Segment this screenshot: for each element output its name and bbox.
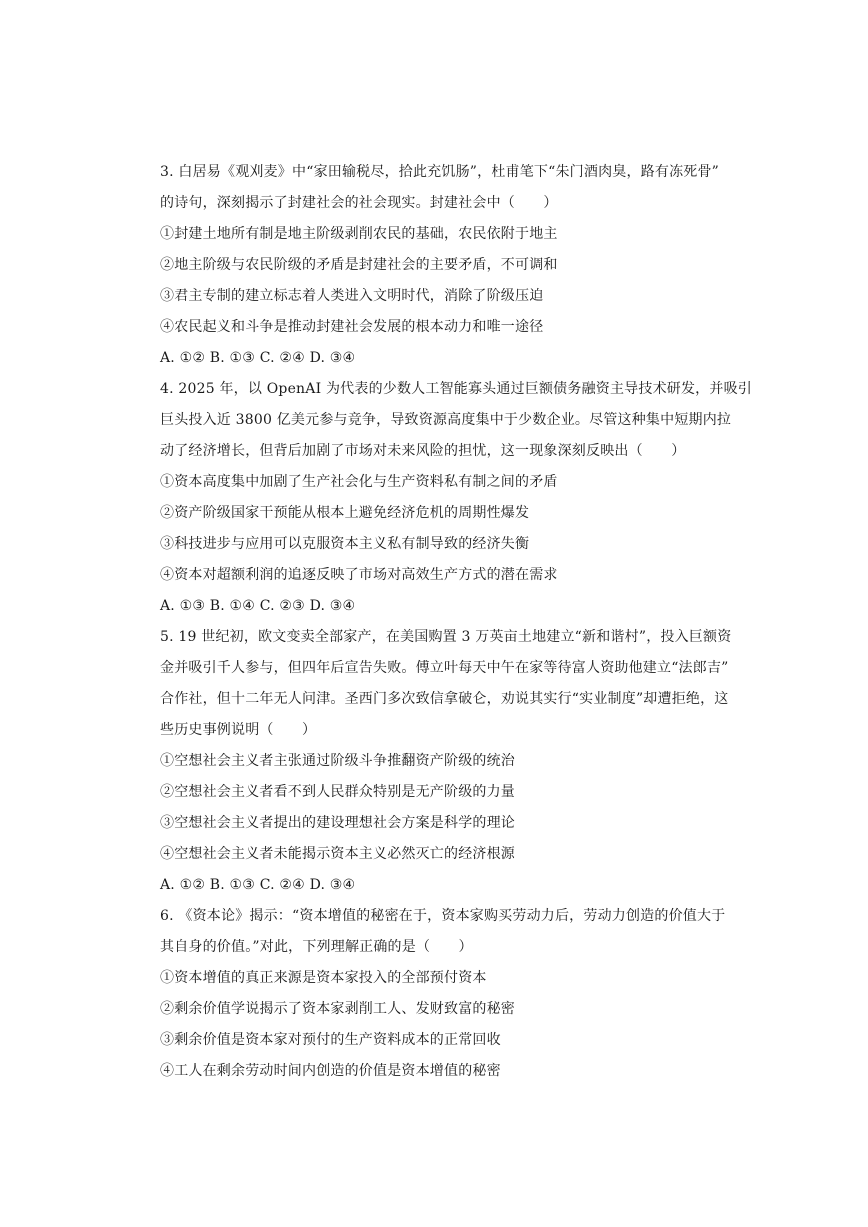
statement-option: ②地主阶级与农民阶级的矛盾是封建社会的主要矛盾，不可调和: [160, 257, 558, 273]
question-stem-line: 6. 《资本论》揭示：“资本增值的秘密在于，资本家购买劳动力后，劳动力创造的价值大于: [160, 908, 726, 924]
question-stem-line: 巨头投入近 3800 亿美元参与竞争，导致资源高度集中于少数企业。尽管这种集中短期内拉: [160, 412, 732, 428]
statement-option: ④空想社会主义者未能揭示资本主义必然灭亡的经济根源: [160, 846, 515, 862]
question-stem-line: 的诗句，深刻揭示了封建社会的社会现实。封建社会中（ ）: [160, 195, 558, 211]
statement-option: ③君主专制的建立标志着人类进入文明时代，消除了阶级压迫: [160, 288, 544, 304]
question-stem-line: 金并吸引千人参与，但四年后宣告失败。傅立叶每天中午在家等待富人资助他建立“法郎吉”: [160, 660, 729, 676]
statement-option: ④农民起义和斗争是推动封建社会发展的根本动力和唯一途径: [160, 319, 544, 335]
question-6: [160, 901, 726, 1087]
statement-option: ①资本高度集中加剧了生产社会化与生产资料私有制之间的矛盾: [160, 474, 558, 490]
question-list: [160, 157, 752, 1087]
statement-option: ①空想社会主义者主张通过阶级斗争推翻资产阶级的统治: [160, 753, 515, 769]
statement-option: ②空想社会主义者看不到人民群众特别是无产阶级的力量: [160, 784, 515, 800]
question-3: [160, 157, 720, 374]
statement-option: ②资产阶级国家干预能从根本上避免经济危机的周期性爆发: [160, 505, 530, 521]
question-stem-line: 其自身的价值。”对此，下列理解正确的是（ ）: [160, 939, 473, 955]
statement-option: ③科技进步与应用可以克服资本主义私有制导致的经济失衡: [160, 536, 530, 552]
question-stem-line: 动了经济增长，但背后加剧了市场对未来风险的担忧，这一现象深刻反映出（ ）: [160, 443, 686, 459]
statement-option: ①资本增值的真正来源是资本家投入的全部预付资本: [160, 970, 487, 986]
question-stem-line: 4. 2025 年，以 OpenAI 为代表的少数人工智能寡头通过巨额债务融资主导技术研发，并吸引: [160, 381, 752, 397]
question-4: [160, 374, 752, 622]
answer-choices: A. ①② B. ①③ C. ②④ D. ③④: [160, 877, 356, 893]
question-stem-line: 些历史事例说明（ ）: [160, 722, 317, 738]
question-stem-line: 5. 19 世纪初，欧文变卖全部家产，在美国购置 3 万英亩土地建立“新和谐村”，投入巨额资: [160, 629, 732, 645]
answer-choices: A. ①② B. ①③ C. ②④ D. ③④: [160, 350, 356, 366]
statement-option: ③空想社会主义者提出的建设理想社会方案是科学的理论: [160, 815, 515, 831]
statement-option: ④资本对超额利润的追逐反映了市场对高效生产方式的潜在需求: [160, 567, 558, 583]
statement-option: ①封建土地所有制是地主阶级剥削农民的基础，农民依附于地主: [160, 226, 558, 242]
question-stem-line: 合作社，但十二年无人问津。圣西门多次致信拿破仑，劝说其实行“实业制度”却遭拒绝，这: [160, 691, 729, 707]
question-5: [160, 622, 732, 901]
statement-option: ④工人在剩余劳动时间内创造的价值是资本增值的秘密: [160, 1063, 501, 1079]
statement-option: ③剩余价值是资本家对预付的生产资料成本的正常回收: [160, 1032, 501, 1048]
statement-option: ②剩余价值学说揭示了资本家剥削工人、发财致富的秘密: [160, 1001, 515, 1017]
question-stem-line: 3. 白居易《观刈麦》中“家田输税尽，拾此充饥肠”，杜甫笔下“朱门酒肉臭，路有冻死骨”: [160, 164, 720, 180]
answer-choices: A. ①③ B. ①④ C. ②③ D. ③④: [160, 598, 356, 614]
